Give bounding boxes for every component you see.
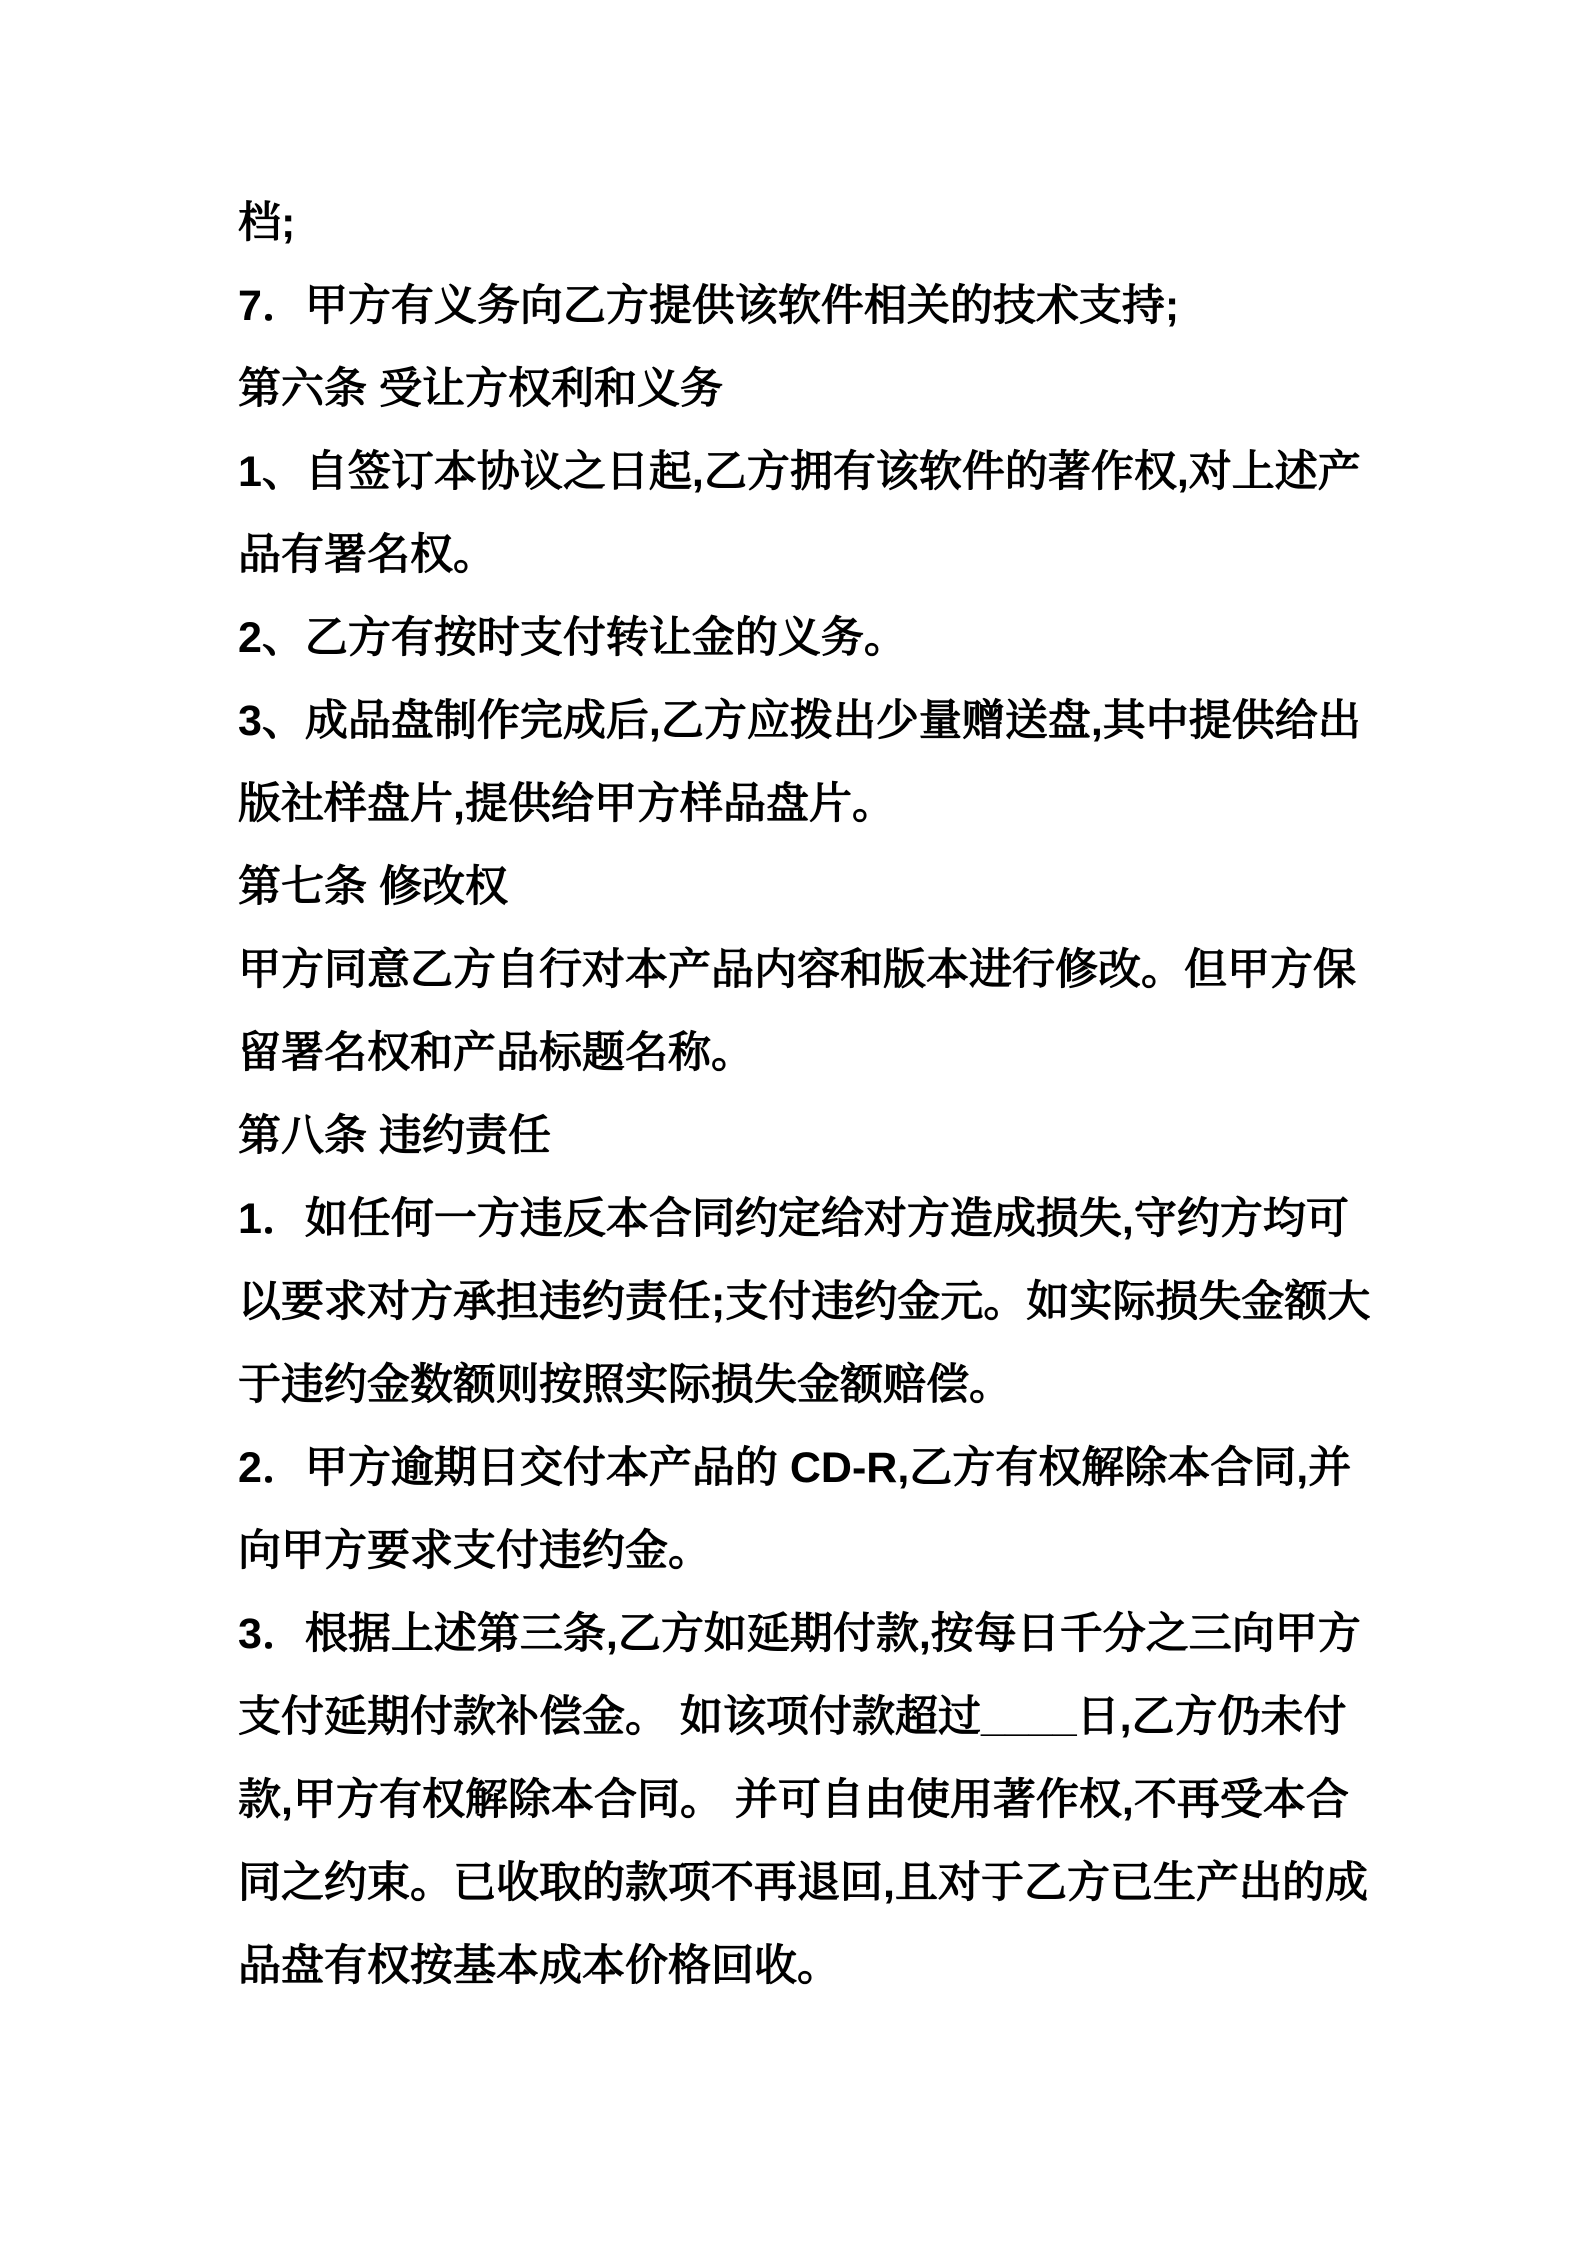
paragraph-line: 支付延期付款补偿金。 如该项付款超过____日,乙方仍未付 <box>238 1693 1347 1741</box>
paragraph-line: 向甲方要求支付违约金。 <box>238 1527 711 1575</box>
paragraph-line: 品有署名权。 <box>238 531 496 579</box>
paragraph-line: 2．甲方逾期日交付本产品的 CD-R,乙方有权解除本合同,并 <box>238 1444 1352 1492</box>
paragraph-line: 3．根据上述第三条,乙方如延期付款,按每日千分之三向甲方 <box>238 1610 1361 1658</box>
paragraph-line: 2、乙方有按时支付转让金的义务。 <box>238 614 907 662</box>
paragraph-line: 3、成品盘制作完成后,乙方应拨出少量赠送盘,其中提供给出 <box>238 697 1361 745</box>
paragraph-line: 1、自签订本协议之日起,乙方拥有该软件的著作权,对上述产 <box>238 448 1361 496</box>
paragraph-line: 于违约金数额则按照实际损失金额赔偿。 <box>238 1361 1012 1409</box>
section-heading: 第七条 修改权 <box>238 863 508 911</box>
paragraph-line: 甲方同意乙方自行对本产品内容和版本进行修改。但甲方保 <box>238 946 1356 994</box>
section-heading: 第八条 违约责任 <box>238 1112 551 1160</box>
paragraph-line: 版社样盘片,提供给甲方样品盘片。 <box>238 780 895 828</box>
paragraph-line: 档; <box>238 199 296 247</box>
paragraph-line: 款,甲方有权解除本合同。 并可自由使用著作权,不再受本合 <box>238 1776 1349 1824</box>
paragraph-line: 1．如任何一方违反本合同约定给对方造成损失,守约方均可 <box>238 1195 1349 1243</box>
paragraph-line: 品盘有权按基本成本价格回收。 <box>238 1942 840 1990</box>
paragraph-line: 同之约束。已收取的款项不再退回,且对于乙方已生产出的成 <box>238 1859 1368 1907</box>
paragraph-line: 以要求对方承担违约责任;支付违约金元。如实际损失金额大 <box>238 1278 1371 1326</box>
section-heading: 第六条 受让方权利和义务 <box>238 365 723 413</box>
paragraph-line: 留署名权和产品标题名称。 <box>238 1029 754 1077</box>
paragraph-line: 7．甲方有义务向乙方提供该软件相关的技术支持; <box>238 282 1180 330</box>
